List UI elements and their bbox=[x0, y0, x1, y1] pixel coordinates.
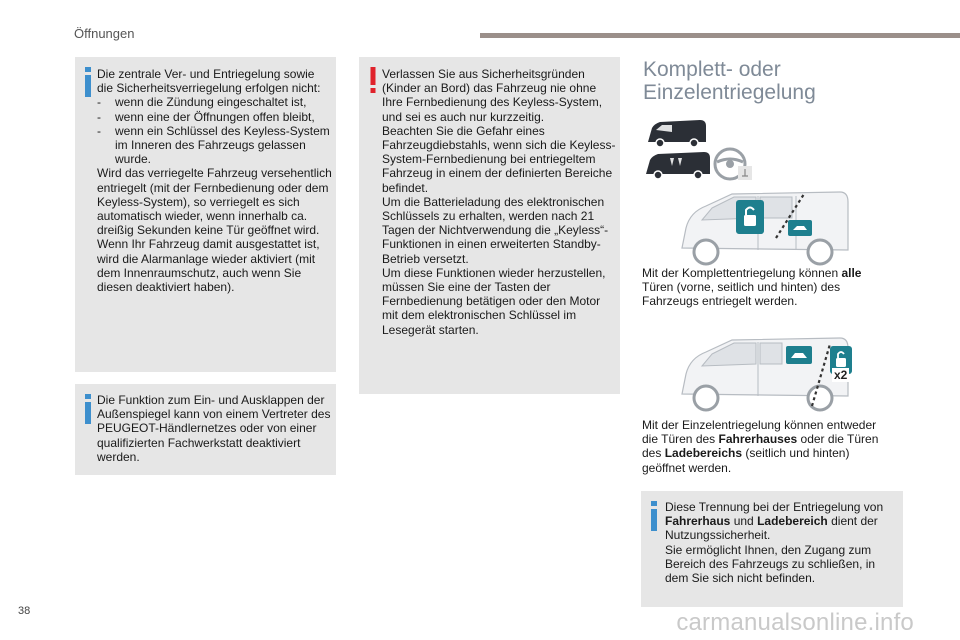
separation-paragraph-1 bbox=[665, 500, 901, 543]
page-number: 38 bbox=[18, 605, 31, 617]
relock-paragraph: Wird das verriegelte Fahrzeug versehentlich entriegelt (mit der Fernbedienung oder dem Keyless-System), so verriegelt es sich automatisch wieder, wenn innerhalb ca. dreißig Sekunden keine Tür geöffnet wird. bbox=[97, 166, 332, 238]
separation-paragraph-2: Sie ermöglicht Ihnen, den Zugang zum Bereich des Fahrzeugs zu schließen, in dem Sie sich nicht befinden. bbox=[665, 542, 876, 586]
complete-text-after: Türen (vorne, seitlich und hinten) des Fahrzeugs entriegelt werden. bbox=[642, 280, 841, 309]
van-icon-single bbox=[648, 120, 706, 147]
selective-bold-cab: Fahrerhauses bbox=[718, 432, 798, 447]
info-box-separation bbox=[641, 491, 903, 607]
complete-unlock-text bbox=[642, 266, 892, 309]
sep-text-after: dient der Nutzungssicherheit. bbox=[665, 514, 878, 543]
heading-line-1: Komplett- oder bbox=[643, 58, 781, 81]
info-icon bbox=[82, 67, 94, 97]
selective-text-middle: oder die Türen des bbox=[642, 432, 879, 461]
warning-paragraph-1: Verlassen Sie aus Sicherheitsgründen (Kinder an Bord) das Fahrzeug nie ohne Ihre Fernbedienung des Keyless-System, und sei es auch nur kurzzeitig. bbox=[382, 67, 603, 124]
info-box-mirrors bbox=[75, 384, 336, 475]
header-bar bbox=[480, 33, 960, 38]
list-item: - wenn die Zündung eingeschaltet ist, bbox=[97, 95, 333, 109]
selective-text-before: Mit der Einzelentriegelung können entweder die Türen des bbox=[642, 418, 877, 447]
list-item: - wenn eine der Öffnungen offen bleibt, bbox=[97, 110, 333, 124]
warning-icon bbox=[367, 67, 379, 93]
alarm-paragraph: Wenn Ihr Fahrzeug damit ausgestattet ist, wird die Alarmanlage wieder aktiviert (mit dem Innenraumschutz, auch wenn Sie diesen deaktiviert haben). bbox=[97, 237, 320, 295]
warning-box-keyless bbox=[359, 57, 620, 394]
warning-paragraph-2: Beachten Sie die Gefahr eines Fahrzeugdiebstahls, wenn sich die Keyless-System-Fernbedienung bei entriegeltem Fahrzeug in einem der definierten Bereiche befindet. bbox=[382, 123, 616, 195]
selective-bold-load: Ladebereichs bbox=[664, 446, 743, 461]
sep-bold-cab: Fahrerhaus bbox=[665, 514, 731, 529]
complete-text-before: Mit der Komplettentriegelung können bbox=[642, 266, 842, 280]
key-fob-icon bbox=[786, 346, 812, 364]
press-count-label: x2 bbox=[834, 368, 848, 382]
sep-text-before: Diese Trennung bei der Entriegelung von bbox=[665, 500, 884, 514]
key-fob-icon bbox=[788, 220, 812, 236]
van-icons-illustration bbox=[642, 114, 754, 182]
selective-text-after: (seitlich und hinten) geöffnet werden. bbox=[642, 446, 850, 475]
selective-unlock-text bbox=[642, 418, 894, 475]
sep-bold-load: Ladebereich bbox=[757, 514, 828, 529]
info-box-intro: Die zentrale Ver- und Entriegelung sowie die Sicherheitsverriegelung erfolgen nicht: bbox=[97, 67, 321, 96]
complete-text-bold: alle bbox=[841, 266, 862, 280]
info-box-keyless-locking bbox=[75, 57, 336, 372]
section-heading bbox=[643, 58, 943, 104]
list-item: - wenn ein Schlüssel des Keyless-System im Inneren des Fahrzeugs gelassen wurde. bbox=[97, 124, 333, 167]
van-icon-double bbox=[646, 152, 710, 179]
watermark: carmanualsonline.info bbox=[676, 609, 914, 636]
warning-paragraph-4: Um diese Funktionen wieder herzustellen, müssen Sie eine der Tasten der Fernbedienung betätigen oder den Motor mit dem elektronischen Schlüssel im Lesegerät starten. bbox=[382, 265, 606, 337]
mirrors-paragraph: Die Funktion zum Ein- und Ausklappen der Außenspiegel kann von einem Vertreter des PEUGEOT-Händlernetzes oder von einer qualifizierten Fachwerkstatt deaktiviert werden. bbox=[97, 393, 331, 464]
info-icon bbox=[648, 501, 660, 531]
lock-open-icon bbox=[736, 200, 764, 234]
sep-text-middle: und bbox=[730, 514, 758, 529]
condition-list bbox=[97, 95, 333, 166]
warning-paragraph-3: Um die Batterieladung des elektronischen Schlüssels zu erhalten, werden nach 21 Tagen der Nichtverwendung die „Keyless“-Funktionen in einen erweiterten Standby-Betrieb versetzt. bbox=[382, 194, 609, 266]
info-icon bbox=[82, 394, 94, 424]
van-complete-unlock-illustration bbox=[672, 188, 854, 270]
section-title: Öffnungen bbox=[74, 26, 135, 41]
key-slot-icon bbox=[738, 166, 752, 180]
heading-line-2: Einzelentriegelung bbox=[643, 81, 816, 104]
